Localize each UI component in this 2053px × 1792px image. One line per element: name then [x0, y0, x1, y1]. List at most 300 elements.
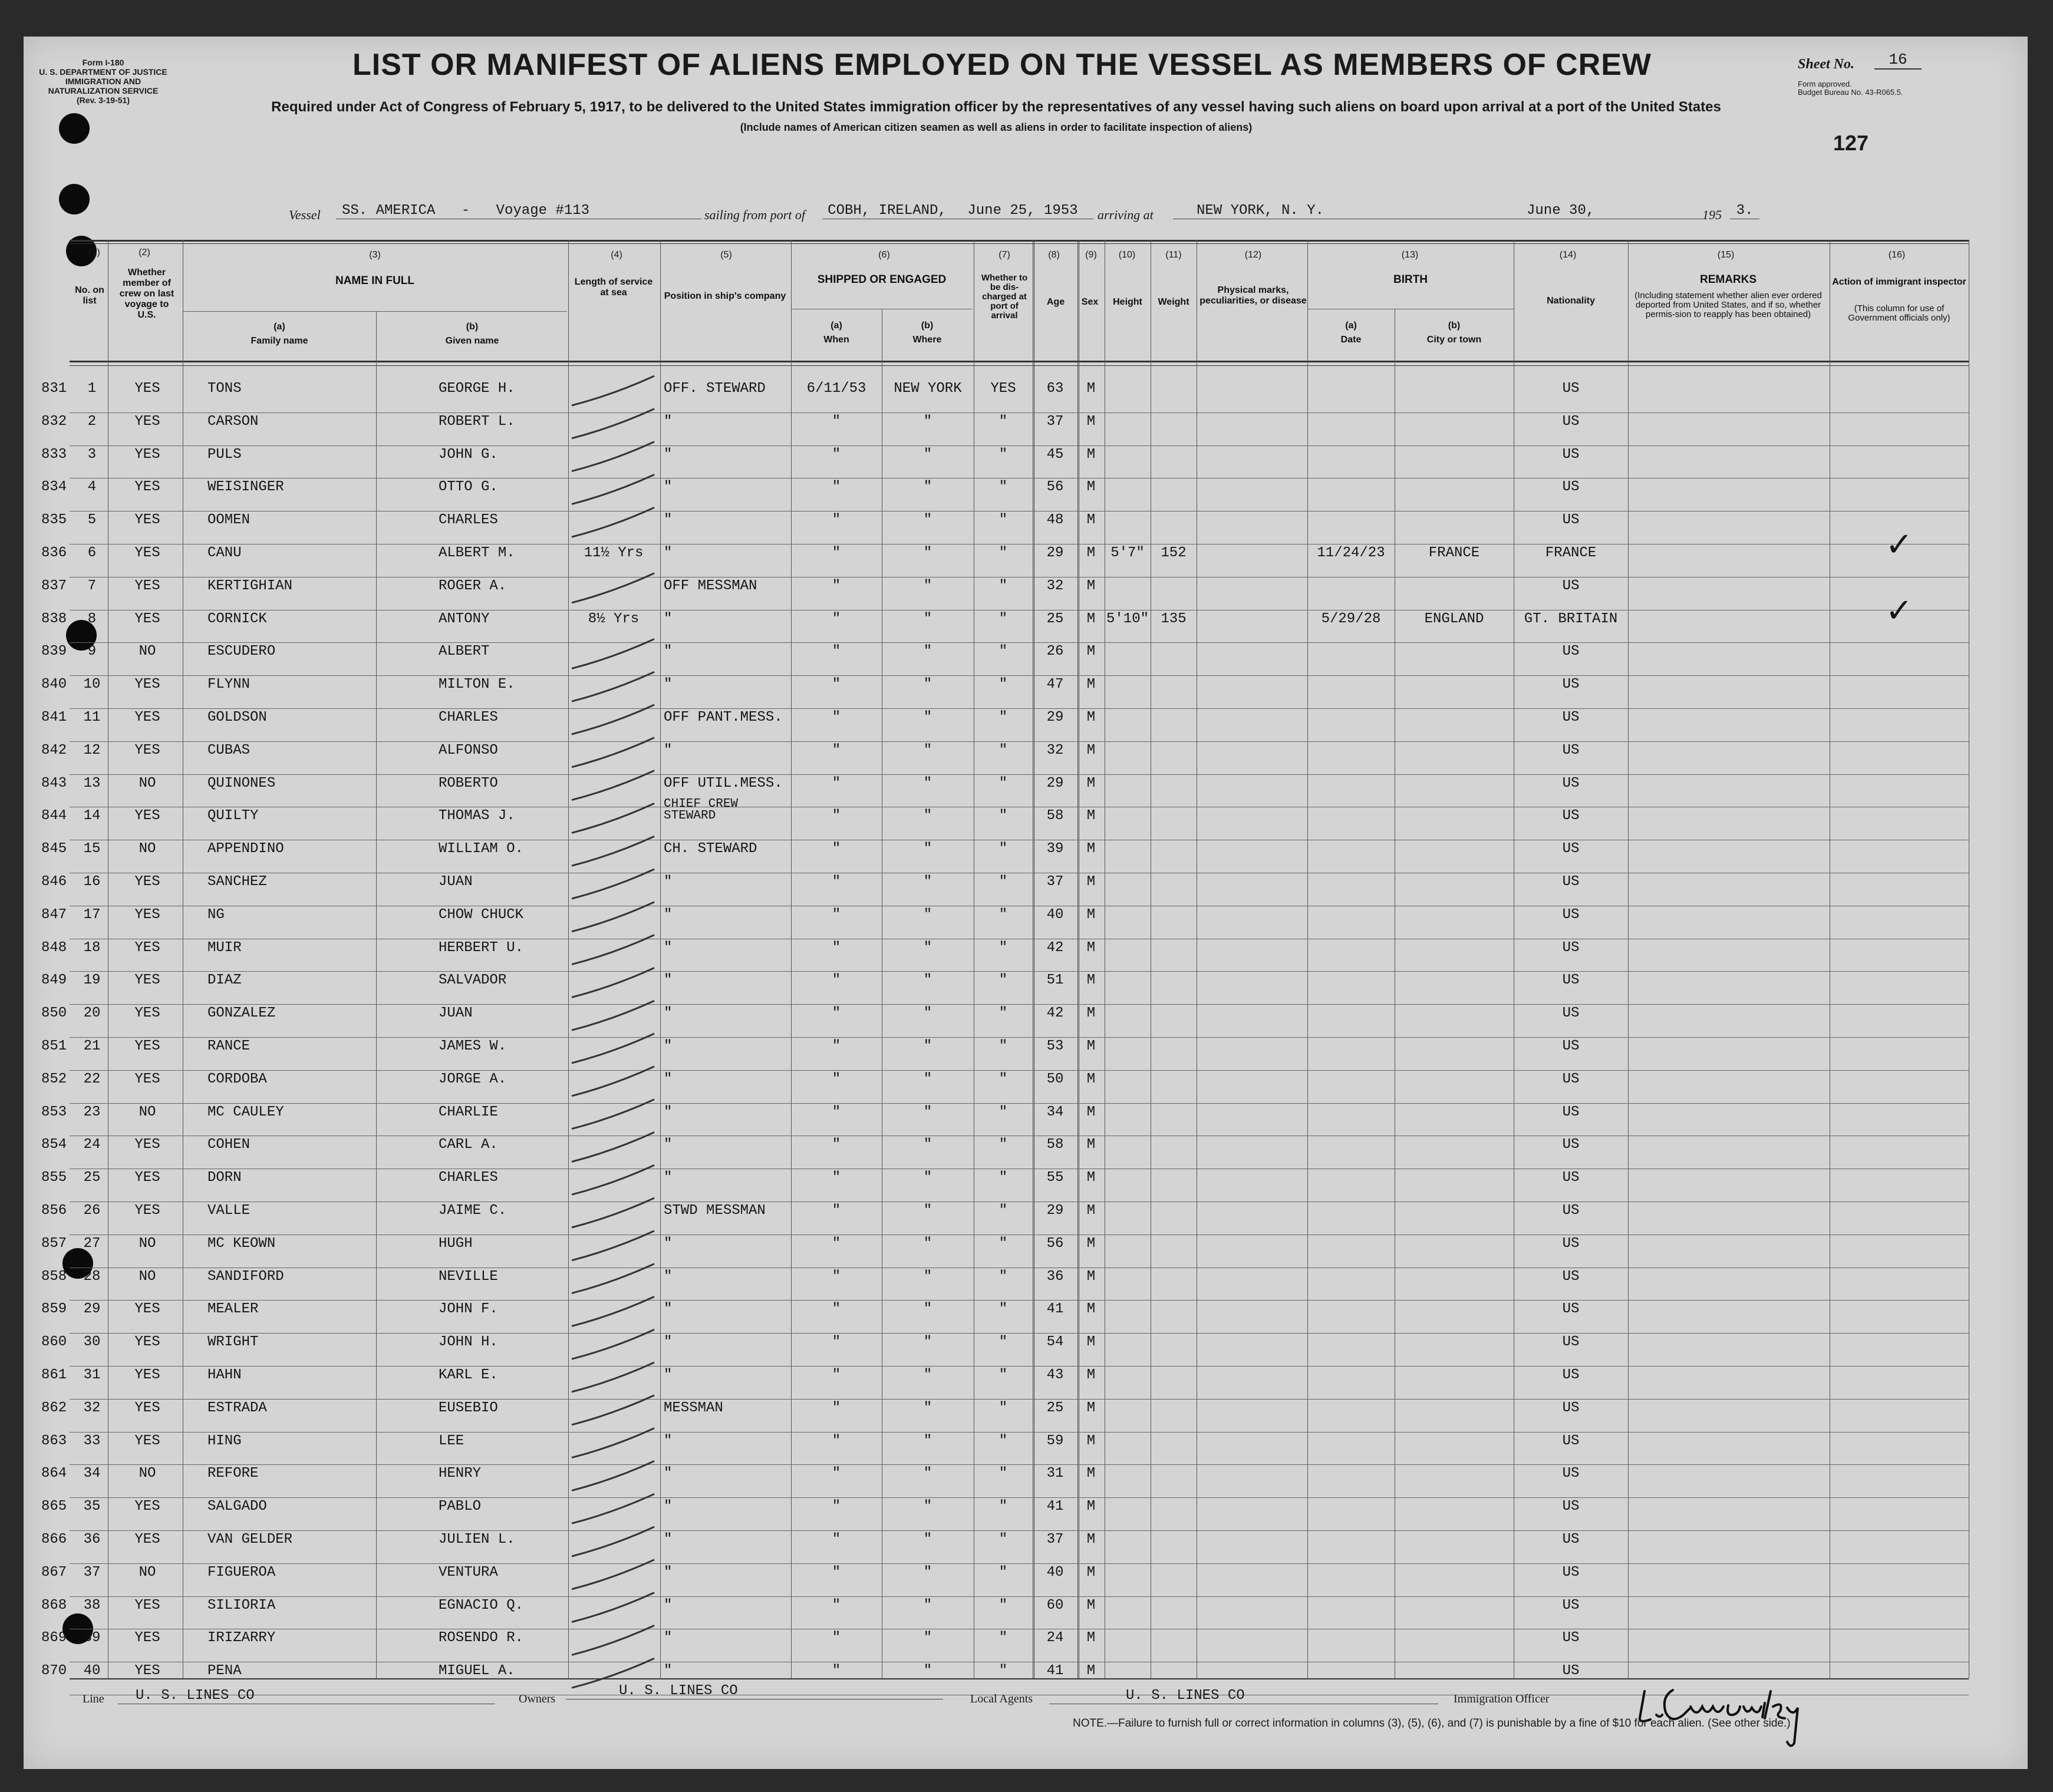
row-where: " — [923, 775, 932, 791]
row-position: " — [664, 643, 673, 660]
row-list-number: 34 — [83, 1466, 101, 1482]
row-position: " — [664, 939, 673, 956]
row-height: 5'7" — [1110, 545, 1145, 561]
row-nationality: US — [1562, 1367, 1580, 1383]
row-member: YES — [134, 577, 160, 594]
row-where: " — [923, 577, 932, 594]
row-member: YES — [134, 742, 160, 758]
row-list-number: 28 — [83, 1268, 101, 1285]
row-when: " — [832, 1301, 841, 1318]
row-position: OFF PANT.MESS. — [664, 709, 783, 725]
row-sex: M — [1086, 874, 1096, 890]
col-header-given-b: (b) — [466, 322, 479, 332]
row-sex: M — [1086, 1104, 1096, 1120]
row-ref-number: 859 — [41, 1301, 67, 1318]
row-given-name: JAMES W. — [439, 1038, 507, 1054]
row-family-name: WRIGHT — [207, 1334, 259, 1351]
row-position: " — [664, 1334, 673, 1351]
col-num-6: (6) — [878, 250, 890, 260]
row-discharged: " — [999, 1564, 1008, 1580]
row-family-name: VAN GELDER — [207, 1532, 293, 1547]
row-age: 25 — [1046, 1400, 1064, 1416]
row-weight: 152 — [1161, 545, 1187, 561]
row-when: " — [832, 545, 841, 561]
col-header-birth: BIRTH — [1393, 273, 1428, 286]
row-position: " — [664, 1630, 673, 1646]
row-list-number: 8 — [87, 610, 97, 627]
row-given-name: EGNACIO Q. — [439, 1597, 524, 1613]
row-sex: M — [1086, 479, 1096, 496]
row-position: OFF. STEWARD — [664, 381, 766, 397]
arriving-label: arriving at — [1098, 207, 1154, 222]
row-given-name: NEVILLE — [439, 1268, 498, 1285]
row-ref-number: 858 — [41, 1268, 67, 1285]
row-family-name: MUIR — [207, 939, 242, 956]
col-header-physical: Physical marks, peculiarities, or disease — [1199, 285, 1307, 306]
officer-signature — [1627, 1674, 1886, 1750]
row-given-name: MIGUEL A. — [439, 1663, 515, 1679]
instruction-note: (Include names of American citizen seamen as well as aliens in order to facilitate inspection of aliens) — [740, 121, 1253, 133]
row-when: " — [832, 1400, 841, 1416]
row-discharged: " — [999, 841, 1008, 857]
row-nationality: US — [1562, 841, 1580, 857]
service-stroke-mark — [572, 573, 654, 603]
service-stroke-mark — [572, 1165, 654, 1194]
row-when: " — [832, 676, 841, 693]
row-age: 25 — [1046, 610, 1064, 627]
row-sex: M — [1086, 545, 1096, 561]
row-when: " — [832, 1137, 841, 1153]
row-position: " — [664, 1071, 673, 1087]
row-when: " — [832, 1663, 841, 1679]
col-header-when-a: (a) — [831, 321, 842, 331]
row-list-number: 9 — [87, 643, 97, 660]
row-sex: M — [1086, 610, 1096, 627]
row-sex: M — [1086, 1433, 1096, 1449]
row-sex: M — [1086, 577, 1096, 594]
row-sex: M — [1086, 1268, 1096, 1285]
row-birth-date: 5/29/28 — [1321, 610, 1381, 627]
col-num-8: (8) — [1048, 250, 1060, 260]
service-stroke-mark — [572, 1198, 654, 1227]
row-discharged: " — [999, 1400, 1008, 1416]
row-ref-number: 852 — [41, 1071, 67, 1087]
row-position: " — [664, 1433, 673, 1449]
row-where: " — [923, 1334, 932, 1351]
row-position: " — [664, 610, 673, 627]
row-position: CHIEF CREW STEWARD — [664, 797, 739, 823]
row-when: " — [832, 512, 841, 529]
col-num-5: (5) — [720, 250, 732, 260]
subtitle: Required under Act of Congress of February 5, 1917, to be delivered to the United States immigration officer by the representatives of any vessel having such aliens on board upon arrival at a port of the United States — [271, 99, 1721, 115]
row-discharged: " — [999, 479, 1008, 496]
row-sex: M — [1086, 1532, 1096, 1547]
row-when: " — [832, 479, 841, 496]
row-given-name: KARL E. — [439, 1367, 498, 1383]
row-nationality: US — [1562, 1071, 1580, 1087]
row-where: " — [923, 1367, 932, 1383]
sailing-label: sailing from port of — [704, 207, 805, 222]
col-header-family-a: (a) — [273, 322, 285, 332]
row-where: " — [923, 413, 932, 430]
row-ref-number: 854 — [41, 1137, 67, 1153]
row-ref-number: 847 — [41, 906, 67, 923]
row-ref-number: 842 — [41, 742, 67, 758]
row-list-number: 10 — [83, 676, 101, 693]
row-where: " — [923, 874, 932, 890]
row-nationality: US — [1562, 742, 1580, 758]
row-discharged: " — [999, 775, 1008, 791]
row-discharged: " — [999, 1104, 1008, 1120]
sheet-number: 16 — [1874, 51, 1922, 70]
fine-note: NOTE.—Failure to furnish full or correct information in columns (3), (5), (6), and (7) is punishable by a fine of $10 for each alien. — [1073, 1717, 1705, 1730]
row-where: " — [923, 1663, 932, 1679]
row-when: " — [832, 939, 841, 956]
row-list-number: 30 — [83, 1334, 101, 1351]
row-discharged: " — [999, 972, 1008, 989]
row-age: 31 — [1046, 1466, 1064, 1482]
row-ref-number: 864 — [41, 1466, 67, 1482]
service-stroke-mark — [572, 1362, 654, 1392]
owners-value: U. S. LINES CO — [566, 1683, 943, 1699]
row-discharged: " — [999, 1466, 1008, 1482]
row-discharged: " — [999, 1005, 1008, 1022]
service-stroke-mark — [572, 1395, 654, 1425]
service-stroke-mark — [572, 1067, 654, 1096]
row-discharged: YES — [990, 381, 1016, 397]
row-position: STWD MESSMAN — [664, 1203, 766, 1219]
service-stroke-mark — [572, 738, 654, 767]
row-given-name: HERBERT U. — [439, 939, 524, 956]
service-stroke-mark — [572, 1494, 654, 1523]
row-nationality: US — [1562, 775, 1580, 791]
col-header-date-a: (a) — [1345, 321, 1357, 331]
row-ref-number: 857 — [41, 1235, 67, 1252]
row-given-name: JULIEN L. — [439, 1532, 515, 1547]
row-member: YES — [134, 1597, 160, 1613]
row-nationality: US — [1562, 1564, 1580, 1580]
row-given-name: MILTON E. — [439, 676, 515, 693]
row-age: 42 — [1046, 1005, 1064, 1022]
row-position: OFF UTIL.MESS. — [664, 775, 783, 791]
row-ref-number: 834 — [41, 479, 67, 496]
row-ref-number: 840 — [41, 676, 67, 693]
row-discharged: " — [999, 413, 1008, 430]
service-stroke-mark — [572, 902, 654, 932]
row-sex: M — [1086, 1301, 1096, 1318]
col-num-9: (9) — [1085, 250, 1097, 260]
row-discharged: " — [999, 512, 1008, 529]
row-position: " — [664, 1038, 673, 1054]
col-num-10: (10) — [1118, 250, 1136, 260]
row-ref-number: 868 — [41, 1597, 67, 1613]
footer-note — [1073, 1717, 1791, 1730]
row-member: YES — [134, 1203, 160, 1219]
row-given-name: ANTONY — [439, 610, 490, 627]
row-ref-number: 846 — [41, 874, 67, 890]
service-stroke-mark — [572, 1428, 654, 1458]
row-where: " — [923, 742, 932, 758]
row-family-name: HING — [207, 1433, 242, 1449]
row-nationality: US — [1562, 1104, 1580, 1120]
row-given-name: WILLIAM O. — [439, 841, 524, 857]
row-where: " — [923, 1005, 932, 1022]
row-nationality: US — [1562, 1532, 1580, 1547]
row-position: " — [664, 1005, 673, 1022]
row-age: 37 — [1046, 874, 1064, 890]
col-num-2: (2) — [139, 247, 150, 258]
row-nationality: US — [1562, 1038, 1580, 1054]
row-discharged: " — [999, 742, 1008, 758]
row-when: " — [832, 1071, 841, 1087]
row-when: " — [832, 1564, 841, 1580]
row-member: YES — [134, 808, 160, 824]
col-header-remarks-note: (Including statement whether alien ever ordered deported from United States, and if so, whether permis-sion to reapply has been obtained) — [1635, 291, 1822, 319]
row-sex: M — [1086, 1334, 1096, 1351]
row-list-number: 5 — [87, 512, 97, 529]
row-ref-number: 853 — [41, 1104, 67, 1120]
row-member: YES — [134, 1367, 160, 1383]
service-stroke-mark — [572, 771, 654, 800]
row-given-name: ALFONSO — [439, 742, 498, 758]
agents-label: Local Agents — [970, 1692, 1033, 1705]
row-family-name: NG — [207, 906, 225, 923]
row-family-name: SANCHEZ — [207, 874, 267, 890]
row-list-number: 38 — [83, 1597, 101, 1613]
row-list-number: 12 — [83, 742, 101, 758]
see-other-side: (See other side.) — [1708, 1717, 1791, 1730]
row-member: YES — [134, 479, 160, 496]
row-where: " — [923, 939, 932, 956]
col-header-position: Position in ship's company — [664, 291, 786, 301]
row-ref-number: 839 — [41, 643, 67, 660]
row-family-name: DIAZ — [207, 972, 242, 989]
row-sex: M — [1086, 1038, 1096, 1054]
row-age: 24 — [1046, 1630, 1064, 1646]
row-member: YES — [134, 1433, 160, 1449]
service-stroke-mark — [572, 1461, 654, 1490]
row-family-name: IRIZARRY — [207, 1630, 276, 1646]
row-when: " — [832, 1630, 841, 1646]
row-age: 40 — [1046, 906, 1064, 923]
row-sex: M — [1086, 808, 1096, 824]
row-where: " — [923, 446, 932, 463]
row-family-name: MC KEOWN — [207, 1235, 276, 1252]
row-given-name: JORGE A. — [439, 1071, 507, 1087]
row-member: YES — [134, 1400, 160, 1416]
row-list-number: 27 — [83, 1235, 101, 1252]
row-age: 55 — [1046, 1170, 1064, 1186]
row-nationality: US — [1562, 1170, 1580, 1186]
row-list-number: 1 — [87, 381, 97, 397]
row-member: YES — [134, 1005, 160, 1022]
col-header-discharged: Whether to be dis-charged at port of arrival — [981, 273, 1028, 321]
row-family-name: SANDIFORD — [207, 1268, 284, 1285]
row-nationality: US — [1562, 1499, 1580, 1515]
row-sex: M — [1086, 676, 1096, 693]
row-where: " — [923, 1597, 932, 1613]
row-list-number: 39 — [83, 1630, 101, 1646]
row-nationality: US — [1562, 1301, 1580, 1318]
row-position: " — [664, 479, 673, 496]
col-num-16: (16) — [1888, 250, 1906, 260]
row-when: " — [832, 1005, 841, 1022]
row-member: NO — [139, 1235, 156, 1252]
row-list-number: 25 — [83, 1170, 101, 1186]
row-where: " — [923, 1170, 932, 1186]
row-member: YES — [134, 906, 160, 923]
row-given-name: CHARLIE — [439, 1104, 498, 1120]
row-discharged: " — [999, 1367, 1008, 1383]
row-ref-number: 831 — [41, 381, 67, 397]
row-list-number: 33 — [83, 1433, 101, 1449]
row-when: " — [832, 1433, 841, 1449]
row-sex: M — [1086, 1663, 1096, 1679]
row-age: 29 — [1046, 775, 1064, 791]
row-nationality: US — [1562, 479, 1580, 496]
row-list-number: 20 — [83, 1005, 101, 1022]
row-when: " — [832, 610, 841, 627]
row-where: " — [923, 610, 932, 627]
row-sex: M — [1086, 775, 1096, 791]
row-nationality: US — [1562, 381, 1580, 397]
row-list-number: 14 — [83, 808, 101, 824]
row-discharged: " — [999, 874, 1008, 890]
row-position: " — [664, 1301, 673, 1318]
col-num-1: (1) — [88, 247, 100, 258]
vessel-name: SS. AMERICA — [342, 203, 436, 219]
row-age: 40 — [1046, 1564, 1064, 1580]
row-sex: M — [1086, 939, 1096, 956]
service-stroke-mark — [572, 1132, 654, 1161]
row-when: " — [832, 1268, 841, 1285]
row-list-number: 36 — [83, 1532, 101, 1547]
row-where: " — [923, 1301, 932, 1318]
col-header-city-b: (b) — [1448, 321, 1461, 331]
row-nationality: US — [1562, 709, 1580, 725]
row-age: 43 — [1046, 1367, 1064, 1383]
row-member: YES — [134, 1532, 160, 1547]
voyage-number: Voyage #113 — [496, 203, 590, 219]
row-sex: M — [1086, 1170, 1096, 1186]
row-given-name: JUAN — [439, 874, 473, 890]
row-age: 42 — [1046, 939, 1064, 956]
row-member: YES — [134, 709, 160, 725]
row-nationality: US — [1562, 1203, 1580, 1219]
row-ref-number: 832 — [41, 413, 67, 430]
row-discharged: " — [999, 1301, 1008, 1318]
row-sex: M — [1086, 972, 1096, 989]
row-where: " — [923, 1499, 932, 1515]
row-sex: M — [1086, 1235, 1096, 1252]
row-member: YES — [134, 1137, 160, 1153]
col-header-age: Age — [1046, 297, 1065, 307]
row-ref-number: 841 — [41, 709, 67, 725]
col-num-3: (3) — [369, 250, 381, 260]
row-when: " — [832, 1203, 841, 1219]
row-family-name: WEISINGER — [207, 479, 284, 496]
row-ref-number: 851 — [41, 1038, 67, 1054]
row-ref-number: 850 — [41, 1005, 67, 1022]
col-header-shipped: SHIPPED OR ENGAGED — [817, 273, 947, 286]
row-age: 54 — [1046, 1334, 1064, 1351]
row-family-name: COHEN — [207, 1137, 251, 1153]
row-sex: M — [1086, 1466, 1096, 1482]
row-when: " — [832, 709, 841, 725]
row-sex: M — [1086, 1564, 1096, 1580]
row-given-name: JOHN G. — [439, 446, 498, 463]
row-sex: M — [1086, 413, 1096, 430]
row-ref-number: 856 — [41, 1203, 67, 1219]
row-list-number: 37 — [83, 1564, 101, 1580]
row-where: " — [923, 1038, 932, 1054]
row-given-name: HENRY — [439, 1466, 482, 1482]
revision: (Rev. 3-19-51) — [76, 95, 130, 105]
row-position: " — [664, 906, 673, 923]
row-family-name: GOLDSON — [207, 709, 267, 725]
row-ref-number: 855 — [41, 1170, 67, 1186]
row-given-name: ROBERT L. — [439, 413, 515, 430]
row-list-number: 13 — [83, 775, 101, 791]
service-stroke-mark — [572, 1100, 654, 1129]
row-nationality: US — [1562, 577, 1580, 594]
row-nationality: US — [1562, 1235, 1580, 1252]
row-age: 34 — [1046, 1104, 1064, 1120]
row-ref-number: 836 — [41, 545, 67, 561]
col-header-when: When — [823, 335, 849, 345]
row-nationality: US — [1562, 1334, 1580, 1351]
service-stroke-mark — [572, 1296, 654, 1326]
row-discharged: " — [999, 1071, 1008, 1087]
row-given-name: CHARLES — [439, 709, 498, 725]
agents-value: U. S. LINES CO — [1049, 1688, 1438, 1704]
row-where: " — [923, 906, 932, 923]
row-when: " — [832, 906, 841, 923]
row-family-name: DORN — [207, 1170, 242, 1186]
row-family-name: KERTIGHIAN — [207, 577, 293, 594]
row-nationality: US — [1562, 939, 1580, 956]
row-position: CH. STEWARD — [664, 841, 757, 857]
row-discharged: " — [999, 610, 1008, 627]
row-age: 32 — [1046, 577, 1064, 594]
row-sex: M — [1086, 742, 1096, 758]
row-family-name: CANU — [207, 545, 242, 561]
department: U. S. DEPARTMENT OF JUSTICE — [39, 67, 167, 77]
row-nationality: US — [1562, 1400, 1580, 1416]
row-family-name: PENA — [207, 1663, 242, 1679]
row-when: " — [832, 1367, 841, 1383]
row-position: " — [664, 1235, 673, 1252]
col-header-service: Length of service at sea — [574, 277, 653, 298]
service-stroke-mark — [572, 1264, 654, 1293]
row-member: NO — [139, 643, 156, 660]
from-port: COBH, IRELAND, — [822, 203, 952, 219]
row-where: " — [923, 1433, 932, 1449]
row-position: " — [664, 1104, 673, 1120]
row-given-name: JUAN — [439, 1005, 473, 1022]
row-sex: M — [1086, 1400, 1096, 1416]
row-where: " — [923, 808, 932, 824]
row-where: " — [923, 1630, 932, 1646]
row-position: " — [664, 446, 673, 463]
line-value: U. S. LINES CO — [118, 1688, 495, 1704]
row-list-number: 40 — [83, 1663, 101, 1679]
row-list-number: 7 — [87, 577, 97, 594]
row-where: NEW YORK — [894, 381, 962, 397]
row-family-name: SALGADO — [207, 1499, 267, 1515]
row-family-name: QUILTY — [207, 808, 259, 824]
page-stamp-number: 127 — [1833, 131, 1869, 155]
